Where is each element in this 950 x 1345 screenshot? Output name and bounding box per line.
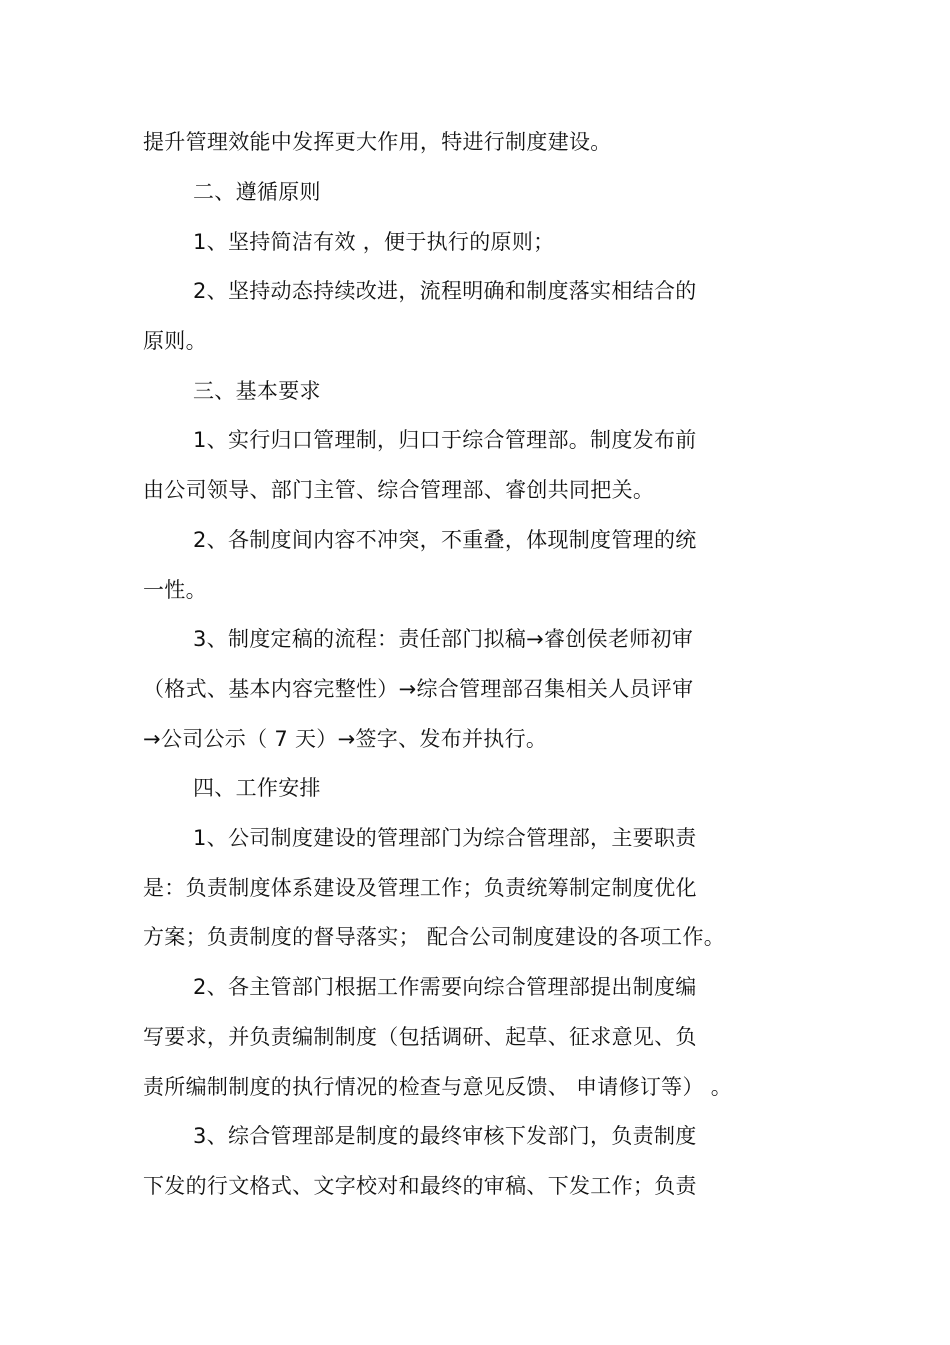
paragraph-line: 1、公司制度建设的管理部门为综合管理部，主要职责 (193, 826, 697, 850)
paragraph-line: 写要求，并负责编制制度（包括调研、起草、征求意见、负 (143, 1025, 697, 1049)
paragraph-line: 方案；负责制度的督导落实； 配合公司制度建设的各项工作。 (143, 925, 726, 949)
paragraph-line: 3、制度定稿的流程：责任部门拟稿→睿创侯老师初审 (193, 627, 694, 651)
paragraph-line: 2、坚持动态持续改进，流程明确和制度落实相结合的 (193, 279, 697, 303)
paragraph-line: 2、各主管部门根据工作需要向综合管理部提出制度编 (193, 975, 697, 999)
paragraph-line: 1、实行归口管理制，归口于综合管理部。制度发布前 (193, 428, 697, 452)
paragraph-line: →公司公示（ 7 天）→签字、发布并执行。 (143, 727, 548, 751)
paragraph-line: （格式、基本内容完整性）→综合管理部召集相关人员评审 (143, 677, 694, 701)
paragraph-line: 是：负责制度体系建设及管理工作；负责统筹制定制度优化 (143, 876, 697, 900)
paragraph-line: 责所编制制度的执行情况的检查与意见反馈、 申请修订等） 。 (143, 1075, 733, 1099)
section-heading: 二、遵循原则 (193, 180, 321, 204)
section-heading: 四、工作安排 (193, 776, 321, 800)
paragraph-line: 2、各制度间内容不冲突，不重叠，体现制度管理的统 (193, 528, 697, 552)
paragraph-line: 提升管理效能中发挥更大作用，特进行制度建设。 (143, 130, 612, 154)
section-heading: 三、基本要求 (193, 379, 321, 403)
paragraph-line: 由公司领导、部门主管、综合管理部、睿创共同把关。 (143, 478, 655, 502)
paragraph-line: 3、综合管理部是制度的最终审核下发部门，负责制度 (193, 1124, 697, 1148)
paragraph-line: 一性。 (143, 578, 207, 602)
paragraph-line: 1、坚持简洁有效 ，便于执行的原则； (193, 230, 555, 254)
paragraph-line: 下发的行文格式、文字校对和最终的审稿、下发工作；负责 (143, 1174, 697, 1198)
paragraph-line: 原则。 (143, 329, 207, 353)
